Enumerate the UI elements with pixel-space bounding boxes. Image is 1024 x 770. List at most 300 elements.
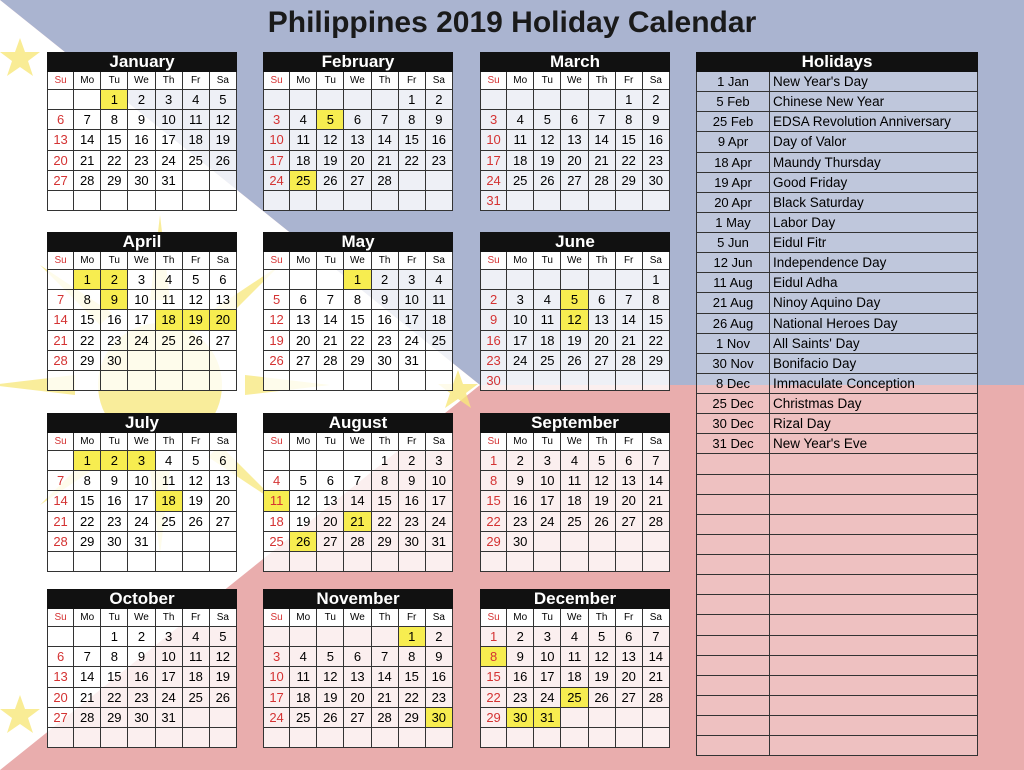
day-cell: 14: [344, 491, 371, 511]
weekday-header: Fr: [616, 72, 643, 90]
day-cell: 11: [534, 310, 561, 330]
holiday-date: [697, 495, 770, 514]
day-cell: 30: [399, 532, 426, 552]
day-cell: 26: [210, 151, 237, 171]
day-cell: 12: [534, 130, 561, 150]
day-cell: 16: [507, 667, 534, 687]
day-cell: 8: [643, 290, 670, 310]
empty-cell: [616, 532, 643, 552]
empty-cell: [480, 552, 507, 572]
empty-cell: [561, 90, 588, 110]
month-august: [263, 413, 453, 572]
month-grid: [47, 72, 237, 211]
day-cell: 1: [399, 627, 426, 647]
holidays-panel: [696, 52, 978, 756]
weekday-header: Th: [589, 252, 616, 270]
day-cell: 4: [534, 290, 561, 310]
holiday-name: Maundy Thursday: [773, 154, 881, 170]
day-cell: 1: [616, 90, 643, 110]
day-cell: 13: [616, 471, 643, 491]
empty-cell: [290, 627, 317, 647]
day-cell: 25: [507, 171, 534, 191]
empty-cell: [643, 191, 670, 211]
empty-cell: [344, 627, 371, 647]
day-cell: 1: [74, 270, 101, 290]
weekday-header: We: [128, 609, 155, 627]
day-cell: 3: [128, 451, 155, 471]
day-cell: 15: [101, 130, 128, 150]
weekday-header: We: [561, 609, 588, 627]
holiday-row: [696, 273, 978, 293]
day-cell: 23: [507, 688, 534, 708]
weekday-header: Fr: [399, 609, 426, 627]
day-cell: 27: [290, 351, 317, 371]
day-cell: 7: [317, 290, 344, 310]
day-cell: 14: [643, 647, 670, 667]
day-cell: 14: [616, 310, 643, 330]
weekday-header: Su: [263, 72, 290, 90]
day-cell: 18: [534, 331, 561, 351]
weekday-header: Mo: [290, 609, 317, 627]
day-cell: 29: [643, 351, 670, 371]
holiday-row: [696, 193, 978, 213]
empty-cell: [47, 728, 74, 748]
day-cell: 22: [399, 151, 426, 171]
day-cell: 28: [344, 532, 371, 552]
empty-cell: [74, 371, 101, 391]
day-cell: 2: [128, 90, 155, 110]
day-cell: 23: [426, 151, 453, 171]
day-cell: 25: [263, 532, 290, 552]
day-cell: 17: [156, 667, 183, 687]
day-cell: 9: [507, 471, 534, 491]
day-cell: 25: [183, 151, 210, 171]
weekday-header: Sa: [643, 433, 670, 451]
day-cell: 7: [616, 290, 643, 310]
day-cell: 30: [101, 532, 128, 552]
day-cell: 10: [534, 471, 561, 491]
holiday-date: [697, 636, 770, 655]
holiday-date: 26 Aug: [697, 314, 770, 333]
day-cell: 11: [183, 647, 210, 667]
empty-cell: [290, 191, 317, 211]
day-cell: 24: [426, 512, 453, 532]
holiday-name: [770, 656, 977, 675]
weekday-header: Su: [47, 72, 74, 90]
day-cell: 6: [561, 110, 588, 130]
day-cell: 30: [372, 351, 399, 371]
holiday-date: 25 Feb: [697, 112, 770, 131]
day-cell: 23: [101, 331, 128, 351]
weekday-header: Fr: [183, 252, 210, 270]
holiday-blank-row: [696, 475, 978, 495]
weekday-header: Sa: [426, 433, 453, 451]
empty-cell: [534, 270, 561, 290]
weekday-header: Mo: [290, 252, 317, 270]
day-cell: 17: [534, 491, 561, 511]
empty-cell: [210, 708, 237, 728]
empty-cell: [47, 191, 74, 211]
month-name: January: [47, 52, 237, 72]
weekday-header: We: [344, 252, 371, 270]
day-cell: 31: [480, 191, 507, 211]
empty-cell: [561, 728, 588, 748]
day-cell: 16: [480, 331, 507, 351]
day-cell: 26: [263, 351, 290, 371]
month-november: [263, 589, 453, 748]
holiday-name: [770, 595, 977, 614]
day-cell: 15: [399, 130, 426, 150]
day-cell: 3: [534, 451, 561, 471]
weekday-header: Th: [156, 433, 183, 451]
empty-cell: [156, 371, 183, 391]
holiday-name: [770, 454, 977, 473]
day-cell: 19: [290, 512, 317, 532]
day-cell: 5: [317, 647, 344, 667]
day-cell: 13: [47, 667, 74, 687]
empty-cell: [210, 191, 237, 211]
empty-cell: [399, 191, 426, 211]
holiday-date: 30 Nov: [697, 354, 770, 373]
day-cell: 9: [507, 647, 534, 667]
day-cell: 13: [290, 310, 317, 330]
day-cell: 24: [534, 688, 561, 708]
weekday-header: Th: [372, 72, 399, 90]
holiday-date: 20 Apr: [697, 193, 770, 212]
day-cell: 7: [372, 647, 399, 667]
month-grid: [480, 609, 670, 748]
holiday-date: 12 Jun: [697, 253, 770, 272]
empty-cell: [589, 90, 616, 110]
weekday-header: We: [344, 433, 371, 451]
weekday-header: Sa: [643, 72, 670, 90]
day-cell: 13: [344, 130, 371, 150]
day-cell: 15: [399, 667, 426, 687]
empty-cell: [263, 90, 290, 110]
day-cell: 21: [74, 688, 101, 708]
weekday-header: Fr: [399, 252, 426, 270]
empty-cell: [399, 371, 426, 391]
empty-cell: [47, 627, 74, 647]
day-cell: 15: [101, 667, 128, 687]
day-cell: 3: [399, 270, 426, 290]
holiday-date: 1 Jan: [697, 72, 770, 91]
day-cell: 17: [156, 130, 183, 150]
empty-cell: [344, 728, 371, 748]
weekday-header: Tu: [317, 252, 344, 270]
day-cell: 5: [589, 627, 616, 647]
empty-cell: [128, 191, 155, 211]
day-cell: 20: [290, 331, 317, 351]
day-cell: 19: [210, 130, 237, 150]
empty-cell: [317, 451, 344, 471]
holiday-name: Eidul Fitr: [773, 235, 827, 250]
holiday-name: [770, 535, 977, 554]
empty-cell: [426, 552, 453, 572]
empty-cell: [317, 191, 344, 211]
holiday-date: 18 Apr: [697, 153, 770, 172]
empty-cell: [426, 191, 453, 211]
day-cell: 12: [210, 110, 237, 130]
empty-cell: [589, 371, 616, 391]
day-cell: 24: [156, 688, 183, 708]
holiday-date: [697, 676, 770, 695]
holiday-blank-row: [696, 636, 978, 656]
holiday-row: [696, 314, 978, 334]
day-cell: 8: [74, 471, 101, 491]
empty-cell: [128, 351, 155, 371]
month-march: [480, 52, 670, 211]
day-cell: 31: [399, 351, 426, 371]
holiday-name: Independence Day: [773, 255, 887, 271]
day-cell: 23: [101, 512, 128, 532]
empty-cell: [534, 371, 561, 391]
day-cell: 26: [183, 512, 210, 532]
empty-cell: [263, 728, 290, 748]
day-cell: 29: [74, 351, 101, 371]
day-cell: 5: [589, 451, 616, 471]
day-cell: 25: [290, 708, 317, 728]
day-cell: 7: [47, 471, 74, 491]
day-cell: 7: [47, 290, 74, 310]
day-cell: 10: [534, 647, 561, 667]
day-cell: 12: [317, 130, 344, 150]
day-cell: 18: [263, 512, 290, 532]
empty-cell: [47, 270, 74, 290]
weekday-header: Su: [263, 609, 290, 627]
day-cell: 16: [426, 130, 453, 150]
day-cell: 21: [47, 331, 74, 351]
weekday-header: We: [561, 433, 588, 451]
day-cell: 22: [101, 688, 128, 708]
empty-cell: [290, 270, 317, 290]
empty-cell: [372, 371, 399, 391]
day-cell: 15: [616, 130, 643, 150]
day-cell: 10: [263, 667, 290, 687]
day-cell: 16: [128, 667, 155, 687]
day-cell: 29: [74, 532, 101, 552]
empty-cell: [183, 371, 210, 391]
weekday-header: Su: [47, 252, 74, 270]
month-name: May: [263, 232, 453, 252]
day-cell: 16: [507, 491, 534, 511]
empty-cell: [426, 171, 453, 191]
month-name: November: [263, 589, 453, 609]
weekday-header: Mo: [74, 72, 101, 90]
day-cell: 16: [399, 491, 426, 511]
holiday-date: 19 Apr: [697, 173, 770, 192]
day-cell: 10: [128, 471, 155, 491]
day-cell: 27: [317, 532, 344, 552]
day-cell: 4: [426, 270, 453, 290]
weekday-header: Th: [372, 433, 399, 451]
holiday-name: All Saints' Day: [773, 335, 860, 351]
day-cell: 31: [156, 708, 183, 728]
day-cell: 9: [128, 110, 155, 130]
day-cell: 8: [399, 647, 426, 667]
day-cell: 3: [426, 451, 453, 471]
holiday-row: [696, 72, 978, 92]
day-cell: 29: [101, 708, 128, 728]
day-cell: 14: [47, 491, 74, 511]
weekday-header: Sa: [210, 252, 237, 270]
day-cell: 15: [480, 491, 507, 511]
month-name: December: [480, 589, 670, 609]
day-cell: 4: [507, 110, 534, 130]
empty-cell: [589, 708, 616, 728]
day-cell: 8: [399, 110, 426, 130]
holiday-date: 5 Jun: [697, 233, 770, 252]
holiday-date: 31 Dec: [697, 434, 770, 453]
day-cell: 27: [210, 331, 237, 351]
day-cell: 25: [156, 331, 183, 351]
empty-cell: [426, 728, 453, 748]
day-cell: 22: [74, 512, 101, 532]
month-grid: [263, 252, 453, 391]
month-name: March: [480, 52, 670, 72]
weekday-header: Fr: [616, 609, 643, 627]
holiday-name: [770, 716, 977, 735]
empty-cell: [183, 552, 210, 572]
day-cell: 24: [263, 708, 290, 728]
empty-cell: [156, 532, 183, 552]
empty-cell: [561, 191, 588, 211]
day-cell: 30: [507, 532, 534, 552]
weekday-header: Mo: [507, 609, 534, 627]
day-cell: 3: [156, 627, 183, 647]
day-cell: 22: [74, 331, 101, 351]
empty-cell: [344, 90, 371, 110]
day-cell: 12: [589, 471, 616, 491]
empty-cell: [507, 270, 534, 290]
holiday-row: [696, 153, 978, 173]
day-cell: 5: [534, 110, 561, 130]
day-cell: 14: [589, 130, 616, 150]
day-cell: 31: [426, 532, 453, 552]
holiday-name: Eidul Adha: [773, 275, 838, 291]
weekday-header: Sa: [426, 609, 453, 627]
day-cell: 5: [263, 290, 290, 310]
weekday-header: Fr: [183, 72, 210, 90]
empty-cell: [101, 552, 128, 572]
empty-cell: [210, 371, 237, 391]
day-cell: 29: [616, 171, 643, 191]
holiday-name: [770, 676, 977, 695]
day-cell: 8: [372, 471, 399, 491]
day-cell: 16: [426, 667, 453, 687]
day-cell: 24: [156, 151, 183, 171]
weekday-header: Fr: [616, 433, 643, 451]
empty-cell: [344, 451, 371, 471]
day-cell: 31: [156, 171, 183, 191]
holiday-name: Black Saturday: [773, 194, 864, 210]
empty-cell: [426, 351, 453, 371]
day-cell: 2: [128, 627, 155, 647]
day-cell: 11: [183, 110, 210, 130]
holiday-name: Immaculate Conception: [773, 375, 915, 391]
day-cell: 8: [480, 647, 507, 667]
day-cell: 28: [616, 351, 643, 371]
day-cell: 30: [480, 371, 507, 391]
day-cell: 23: [128, 151, 155, 171]
weekday-header: Su: [480, 609, 507, 627]
day-cell: 24: [507, 351, 534, 371]
empty-cell: [616, 371, 643, 391]
day-cell: 3: [480, 110, 507, 130]
day-cell: 7: [344, 471, 371, 491]
page-title: Philippines 2019 Holiday Calendar: [267, 6, 757, 39]
month-may: [263, 232, 453, 391]
day-cell: 3: [507, 290, 534, 310]
empty-cell: [101, 371, 128, 391]
month-grid: [263, 609, 453, 748]
holiday-date: 1 May: [697, 213, 770, 232]
empty-cell: [183, 171, 210, 191]
weekday-header: We: [128, 433, 155, 451]
empty-cell: [47, 451, 74, 471]
weekday-header: Su: [47, 609, 74, 627]
weekday-header: Fr: [399, 72, 426, 90]
day-cell: 12: [183, 290, 210, 310]
weekday-header: Tu: [317, 433, 344, 451]
weekday-header: Su: [47, 433, 74, 451]
day-cell: 24: [480, 171, 507, 191]
day-cell: 26: [589, 688, 616, 708]
empty-cell: [372, 728, 399, 748]
day-cell: 21: [344, 512, 371, 532]
empty-cell: [210, 728, 237, 748]
day-cell: 23: [507, 512, 534, 532]
empty-cell: [480, 270, 507, 290]
day-cell: 7: [643, 627, 670, 647]
weekday-header: Sa: [210, 433, 237, 451]
day-cell: 9: [426, 110, 453, 130]
empty-cell: [156, 552, 183, 572]
day-cell: 16: [101, 491, 128, 511]
weekday-header: Th: [156, 72, 183, 90]
month-name: September: [480, 413, 670, 433]
month-january: [47, 52, 237, 211]
day-cell: 12: [210, 647, 237, 667]
weekday-header: Sa: [643, 609, 670, 627]
holiday-blank-row: [696, 716, 978, 736]
day-cell: 14: [372, 130, 399, 150]
day-cell: 25: [561, 512, 588, 532]
holiday-name: Christmas Day: [773, 396, 862, 411]
weekday-header: Th: [372, 252, 399, 270]
day-cell: 25: [534, 351, 561, 371]
weekday-header: Su: [263, 433, 290, 451]
holiday-date: [697, 515, 770, 534]
day-cell: 29: [480, 708, 507, 728]
holiday-row: [696, 253, 978, 273]
day-cell: 18: [183, 130, 210, 150]
empty-cell: [534, 728, 561, 748]
holiday-date: [697, 615, 770, 634]
month-grid: [480, 433, 670, 572]
empty-cell: [317, 552, 344, 572]
weekday-header: Tu: [534, 252, 561, 270]
day-cell: 12: [290, 491, 317, 511]
empty-cell: [507, 90, 534, 110]
empty-cell: [156, 351, 183, 371]
day-cell: 19: [317, 151, 344, 171]
day-cell: 20: [47, 688, 74, 708]
day-cell: 4: [156, 451, 183, 471]
weekday-header: Tu: [101, 609, 128, 627]
day-cell: 9: [426, 647, 453, 667]
empty-cell: [372, 552, 399, 572]
